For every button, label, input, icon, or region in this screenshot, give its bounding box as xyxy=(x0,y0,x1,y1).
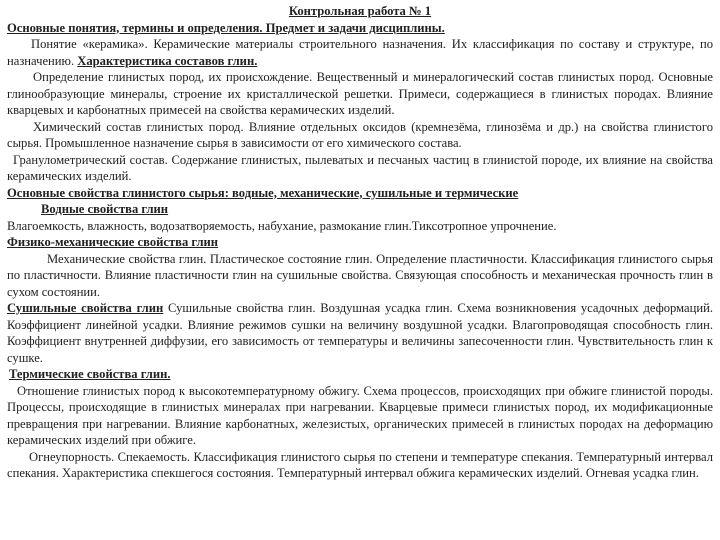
paragraph-high-temperature-firing: Отношение глинистых пород к высокотемпературному обжигу. Схема процессов, происходящих при обжиге глинистой породы. Процессы, происходящие в глинистых минералах при нагревании. Кварцевые примеси глинистых пород, их модификационные превращения при нагревании. Влияние карбонатных, железистых, органических примесей в глинистых породах на деформацию керамических изделий при обжиге. xyxy=(7,383,713,447)
ceramics-concept-text: Понятие «керамика». Керамические материалы строительного назначения. Их классификация по составу и структуре, по назначению. xyxy=(7,37,713,68)
document-title: Контрольная работа № 1 xyxy=(288,4,432,18)
paragraph-drying-properties xyxy=(7,300,713,366)
paragraph-water-properties: Влагоемкость, влажность, водозатворяемость, набухание, размокание глин.Тиксотропное упрочнение. xyxy=(7,218,557,233)
paragraph-chemical-composition: Химический состав глинистых пород. Влияние отдельных оксидов (кремнезёма, глинозёма и др.) на свойства глинистого сырья. Промышленное назначение сырья в зависимости от его химического состава. xyxy=(7,119,713,150)
paragraph-ceramics-concept xyxy=(7,36,713,69)
heading-clay-composition: Характеристика составов глин. xyxy=(77,53,258,68)
paragraph-refractoriness: Огнеупорность. Спекаемость. Классификация глинистого сырья по степени и температуре спекания. Температурный интервал спекания. Характеристика спекшегося состояния. Температурный интервал обжига керамических изделий. Огневая усадка глин. xyxy=(7,449,713,480)
heading-water-properties: Водные свойства глин xyxy=(41,202,169,216)
paragraph-granulometric-composition: Гранулометрический состав. Содержание глинистых, пылеватых и песчаных частиц в глинистой породе, их влияние на свойства керамических изделий. xyxy=(7,152,713,183)
document-page xyxy=(7,3,713,482)
drying-properties-text: Сушильные свойства глин. Воздушная усадка глин. Схема возникновения усадочных деформаций. Коэффициент линейной усадки. Влияние режимов сушки на величину воздушной усадки. Влагопроводящая способность глин. Коэффициент внутренней диффузии, его зависимость от температуры и величины запесоченности глин. Чувствительность глин к сушке. xyxy=(7,301,713,365)
heading-drying-properties: Сушильные свойства глин xyxy=(7,301,164,315)
paragraph-clay-definition: Определение глинистых пород, их происхождение. Вещественный и минералогический состав глинистых пород. Основные глинообразующие минералы, строение их кристаллической решетки. Примеси, содержащиеся в глинистых породах. Влияние кварцевых и карбонатных примесей на свойства керамических изделий. xyxy=(7,70,713,117)
heading-physical-mechanical-properties: Физико-механические свойства глин xyxy=(7,235,219,249)
section-heading-basic-concepts: Основные понятия, термины и определения. Предмет и задачи дисциплины. xyxy=(7,20,445,35)
heading-thermal-properties: Термические свойства глин. xyxy=(9,367,171,381)
paragraph-mechanical-properties: Механические свойства глин. Пластическое состояние глин. Определение пластичности. Классификация глинистого сырья по пластичности. Влияние пластичности глин на сушильные свойства. Связующая способность и механическая прочность глин в сухом состоянии. xyxy=(7,251,713,299)
section-heading-clay-properties: Основные свойства глинистого сырья: водные, механические, сушильные и термические xyxy=(7,185,519,200)
